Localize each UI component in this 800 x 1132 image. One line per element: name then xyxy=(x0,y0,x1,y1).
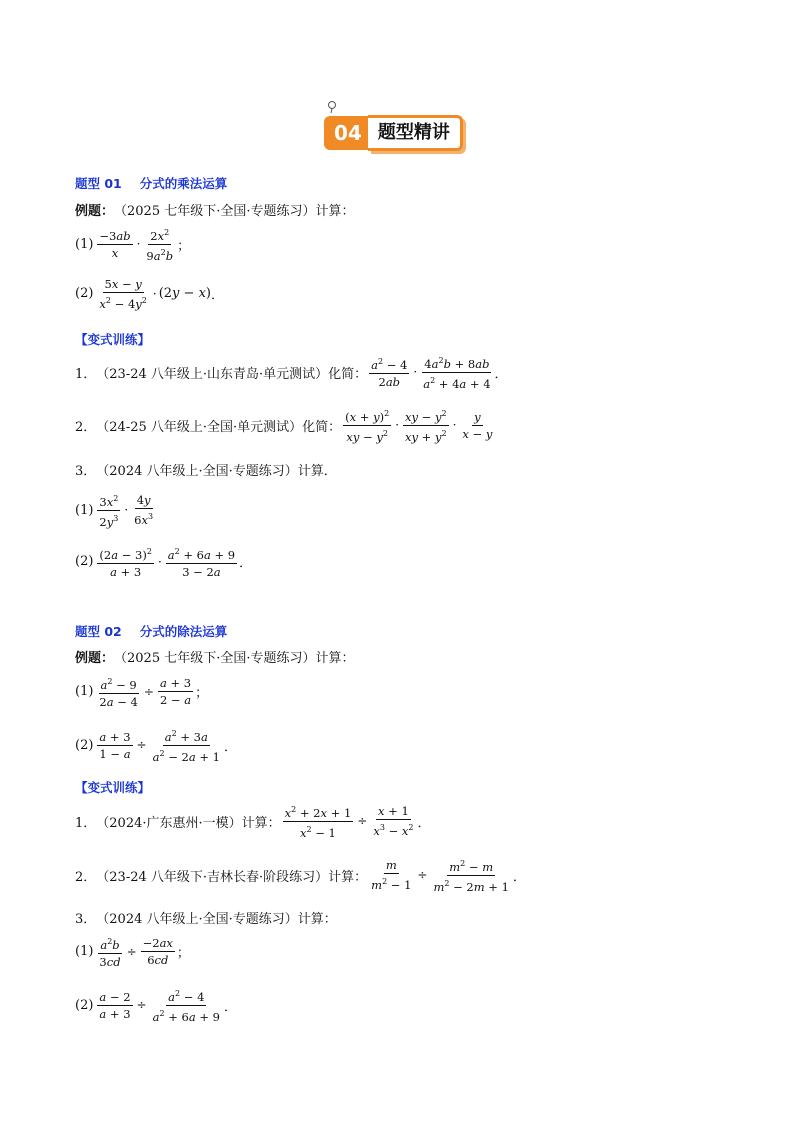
type1-example-label: 例题： xyxy=(75,204,115,219)
type2-question3 xyxy=(75,908,337,927)
type2-variant-heading: 【变式训练】 xyxy=(75,780,151,795)
question-number: 3． xyxy=(75,464,97,479)
section-badge xyxy=(324,112,463,154)
type1-question1: 1． （23-24 八年级上·山东青岛·单元测试）化简： $\frac{a^2 - 4}{2ab}$ · $\frac{4a^2b + 8ab}{a^2 + 4a + 4}$ ． xyxy=(75,356,508,391)
badge-title: 题型精讲 xyxy=(368,115,463,151)
question-number: 1． xyxy=(75,815,97,831)
type2-example-label: 例题： xyxy=(75,651,115,666)
part-label: (2) xyxy=(75,554,94,570)
question-source: （23-24 八年级上·山东青岛·单元测试）化简： xyxy=(96,366,368,382)
type1-example-part1: (1) $\frac{-3ab}{x}$ · $\frac{2x^2}{9a^2b}$ ； xyxy=(75,228,191,263)
question-number: 2． xyxy=(75,419,97,435)
paperclip-icon xyxy=(325,100,339,114)
type1-heading-label: 题型 01 xyxy=(75,176,122,191)
question-number: 3． xyxy=(75,912,97,927)
type2-example-source: （2025 七年级下·全国·专题练习）计算： xyxy=(114,651,355,666)
type1-variant-heading: 【变式训练】 xyxy=(75,332,151,347)
type1-heading-title: 分式的乘法运算 xyxy=(139,176,228,191)
part-label: (2) xyxy=(75,286,94,302)
question-source: （24-25 八年级上·全国·单元测试）化简： xyxy=(96,419,342,435)
part-label: (2) xyxy=(75,737,94,753)
question-source: （2024 八年级上·全国·专题练习）计算． xyxy=(96,464,337,479)
type2-example-part2: (2) $\frac{a + 3}{1 - a}$ ÷ $\frac{a^2 + 3a}{a^2 - 2a + 1}$ ． xyxy=(75,729,237,764)
type2-question1: 1． （2024·广东惠州·一模）计算： $\frac{x^2 + 2x + 1}{x^2 - 1}$ ÷ $\frac{x + 1}{x^3 - x^2}$ ． xyxy=(75,804,431,840)
type1-heading xyxy=(75,174,227,192)
type2-example-line xyxy=(75,647,355,666)
part-label: (1) xyxy=(75,944,94,960)
type2-heading xyxy=(75,622,227,640)
type2-heading-title: 分式的除法运算 xyxy=(139,624,228,639)
type1-question3-part2: (2) $\frac{(2a - 3)^2}{a + 3}$ · $\frac{a^2 + 6a + 9}{3 - 2a}$ ． xyxy=(75,547,253,579)
type1-question3 xyxy=(75,460,337,479)
question-number: 1． xyxy=(75,366,97,382)
type1-example-source: （2025 七年级下·全国·专题练习）计算： xyxy=(114,204,355,219)
type1-example-part2: (2) $\frac{5x - y}{x^2 - 4y^2}$ · (2y − x) ． xyxy=(75,277,225,311)
type1-question2: 2． （24-25 八年级上·全国·单元测试）化简： $\frac{(x + y)^2}{xy - y^2}$ · $\frac{xy - y^2}{xy + y^2}$ · $\frac{y}{x - y}$ xyxy=(75,409,493,444)
part-label: (1) xyxy=(75,684,94,700)
question-source: （23-24 八年级下·吉林长春·阶段练习）计算： xyxy=(96,869,368,885)
type1-example-line xyxy=(75,200,355,219)
badge-number: 04 xyxy=(324,116,368,150)
type2-heading-label: 题型 02 xyxy=(75,624,122,639)
question-number: 2． xyxy=(75,869,97,885)
type2-question3-part1: (1) $\frac{a^2b}{3cd}$ ÷ $\frac{-2ax}{6cd}$ ； xyxy=(75,936,190,969)
type2-question3-part2: (2) $\frac{a - 2}{a + 3}$ ÷ $\frac{a^2 - 4}{a^2 + 6a + 9}$ ． xyxy=(75,989,237,1024)
part-label: (2) xyxy=(75,997,94,1013)
question-source: （2024·广东惠州·一模）计算： xyxy=(96,815,281,831)
type2-example-part1: (1) $\frac{a^2 - 9}{2a - 4}$ ÷ $\frac{a + 3}{2 - a}$ ； xyxy=(75,676,209,709)
part-label: (1) xyxy=(75,502,94,518)
question-source: （2024 八年级上·全国·专题练习）计算： xyxy=(96,912,337,927)
part-label: (1) xyxy=(75,236,94,252)
type1-question3-part1: (1) $\frac{3x^2}{2y^3}$ · $\frac{4y}{6x^3}$ xyxy=(75,493,154,529)
type2-question2: 2． （23-24 八年级下·吉林长春·阶段练习）计算： $\frac{m}{m^2 - 1}$ ÷ $\frac{m^2 - m}{m^2 - 2m + 1}$ ． xyxy=(75,858,526,894)
